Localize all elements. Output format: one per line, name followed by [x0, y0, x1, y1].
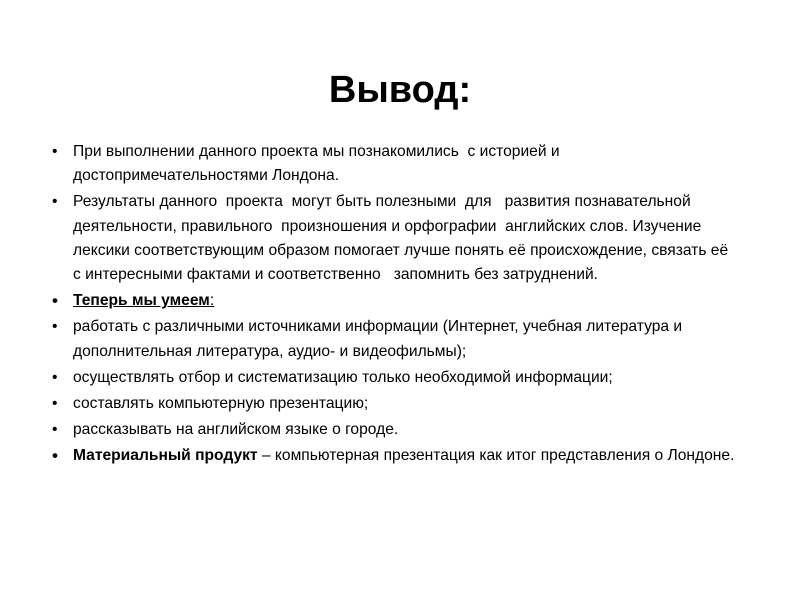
bullet-item-text [73, 444, 736, 468]
slide-body-bullet-list [52, 140, 736, 471]
slide-title: Вывод: [328, 69, 472, 112]
bullet-text-segment: : [209, 292, 215, 310]
bullet-item-bullet-presentation [52, 392, 736, 416]
bullet-marker-icon: • [52, 318, 58, 336]
bullet-item-text [73, 418, 736, 442]
bullet-item-bullet-sources [52, 315, 736, 363]
bullet-item-bullet-material-product [52, 444, 736, 468]
bullet-marker-icon: • [52, 368, 58, 386]
bullet-text-segment: Результаты данного проекта могут быть полезными для развития познавательной деятельности, правильного произношения и орфографии английских слов. Изучение лексики соответствующим образом помогает лучше понять её происхождение, связать её с интересными фактами и соответственно запомнить без затруднений. [73, 193, 733, 284]
bullet-marker-icon: • [52, 291, 58, 311]
bullet-text-segment: составлять компьютерную презентацию; [73, 395, 369, 413]
bullet-marker-icon: • [52, 421, 58, 439]
bullet-text-segment: рассказывать на английском языке о городе. [73, 421, 399, 439]
bullet-text-segment: Теперь мы умеем [73, 292, 210, 310]
bullet-item-bullet-history [52, 140, 736, 188]
bullet-marker-icon: • [52, 143, 58, 160]
bullet-text-segment: При выполнении данного проекта мы познакомились с историей и достопримечательностями Лондона. [73, 143, 564, 185]
bullet-item-text [73, 366, 736, 390]
bullet-item-bullet-speaking [52, 418, 736, 442]
bullet-text-segment: осуществлять отбор и систематизацию только необходимой информации; [73, 368, 613, 386]
bullet-item-bullet-selection [52, 366, 736, 390]
bullet-item-text [73, 392, 736, 416]
bullet-text-segment: Материальный продукт [73, 447, 258, 465]
bullet-marker-icon: • [52, 446, 58, 466]
bullet-item-bullet-now-we-can [52, 289, 736, 313]
bullet-marker-icon: • [52, 193, 58, 211]
bullet-item-text [73, 190, 736, 287]
bullet-item-text [73, 140, 736, 188]
bullet-marker-icon: • [52, 395, 58, 413]
bullet-text-segment: – компьютерная презентация как итог представления о Лондоне. [257, 447, 735, 465]
bullet-item-text [73, 289, 736, 313]
bullet-text-segment: работать с различными источниками информации (Интернет, учебная литература и дополнительная литература, аудио- и видеофильмы); [73, 318, 687, 360]
bullet-item-bullet-results [52, 190, 736, 287]
bullet-item-text [73, 315, 736, 363]
